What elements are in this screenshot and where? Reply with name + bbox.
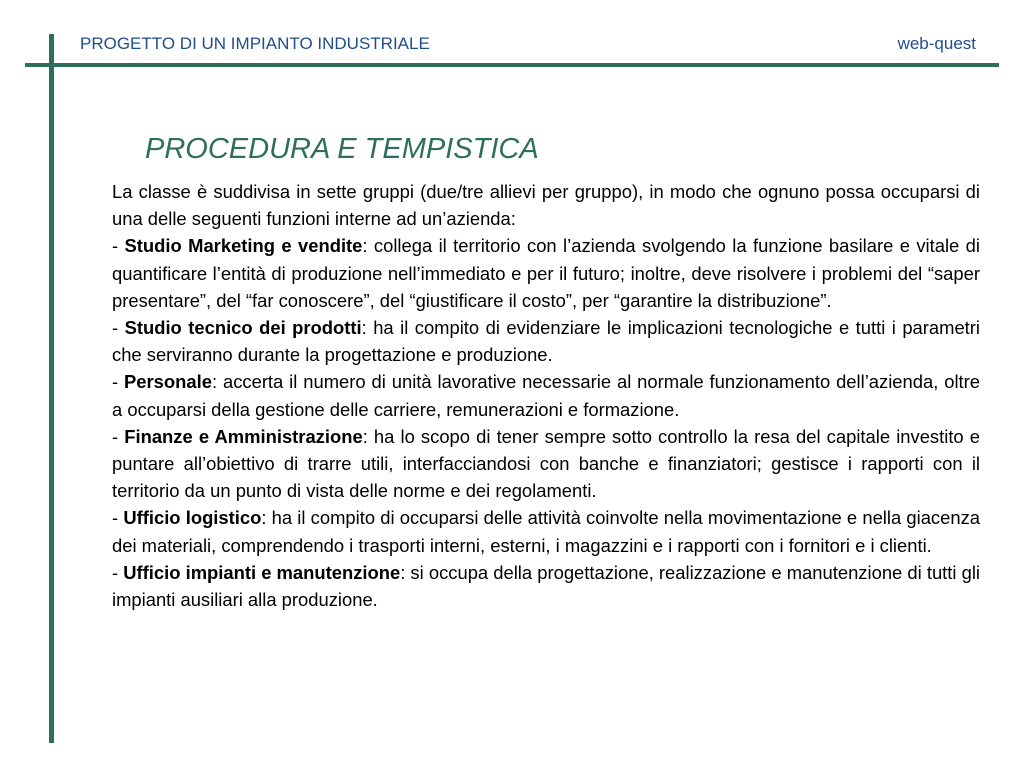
- list-item: [112, 232, 980, 314]
- item-name: Personale: [124, 371, 212, 393]
- item-description: : ha il compito di evidenziare le implicazioni tecnologiche e tutti i parametri che serviranno durante la progettazione e produzione.: [112, 317, 980, 366]
- body-text: [112, 178, 980, 613]
- item-name: Finanze e Amministrazione: [124, 425, 363, 447]
- item-name: Studio Marketing e vendite: [124, 235, 363, 257]
- list-item: [112, 559, 980, 613]
- header-title: PROGETTO DI UN IMPIANTO INDUSTRIALE: [80, 34, 430, 53]
- list-item: [112, 423, 980, 505]
- list-item: [112, 368, 980, 422]
- bullet-dash: -: [112, 561, 124, 583]
- bullet-dash: -: [112, 317, 125, 339]
- bullet-dash: -: [112, 507, 124, 529]
- item-name: Studio tecnico dei prodotti: [124, 317, 362, 339]
- item-name: Ufficio impianti e manutenzione: [123, 561, 401, 583]
- bullet-dash: -: [112, 235, 125, 257]
- list-item: [112, 314, 980, 368]
- intro-paragraph: La classe è suddivisa in sette gruppi (due/tre allievi per gruppo), in modo che ognuno possa occuparsi di una delle seguenti funzioni interne ad un’azienda:: [112, 181, 980, 230]
- item-description: : collega il territorio con l’azienda svolgendo la funzione basilare e vitale di quantificare l’entità di produzione nell’immediato e per il futuro; inoltre, deve risolvere i problemi del “saper presentare”, del “far conoscere”, del “giustificare il costo”, per “garantire la distribuzione”.: [112, 235, 980, 311]
- horizontal-rule: [25, 63, 999, 67]
- item-description: : ha il compito di occuparsi delle attività coinvolte nella movimentazione e nella giacenza dei materiali, comprendendo i trasporti interni, esterni, i magazzini e i rapporti con i fornitori e i clienti.: [112, 507, 981, 556]
- item-description: : ha lo scopo di tener sempre sotto controllo la resa del capitale investito e puntare all’obiettivo di trarre utili, interfacciandosi con banche e finanziatori; gestisce i rapporti con il territorio da un punto di vista delle norme e dei regolamenti.: [112, 425, 981, 502]
- list-item: [112, 504, 980, 558]
- bullet-dash: -: [112, 371, 125, 393]
- vertical-rule: [49, 34, 54, 743]
- item-name: Ufficio logistico: [123, 507, 262, 529]
- page-title: PROCEDURA E TEMPISTICA: [145, 133, 539, 165]
- bullet-dash: -: [112, 425, 125, 447]
- header-label: web-quest: [897, 34, 976, 53]
- item-description: : accerta il numero di unità lavorative necessarie al normale funzionamento dell’azienda, oltre a occuparsi della gestione delle carriere, remunerazioni e formazione.: [112, 371, 981, 420]
- item-description: : si occupa della progettazione, realizzazione e manutenzione di tutti gli impianti ausiliari alla produzione.: [112, 561, 981, 611]
